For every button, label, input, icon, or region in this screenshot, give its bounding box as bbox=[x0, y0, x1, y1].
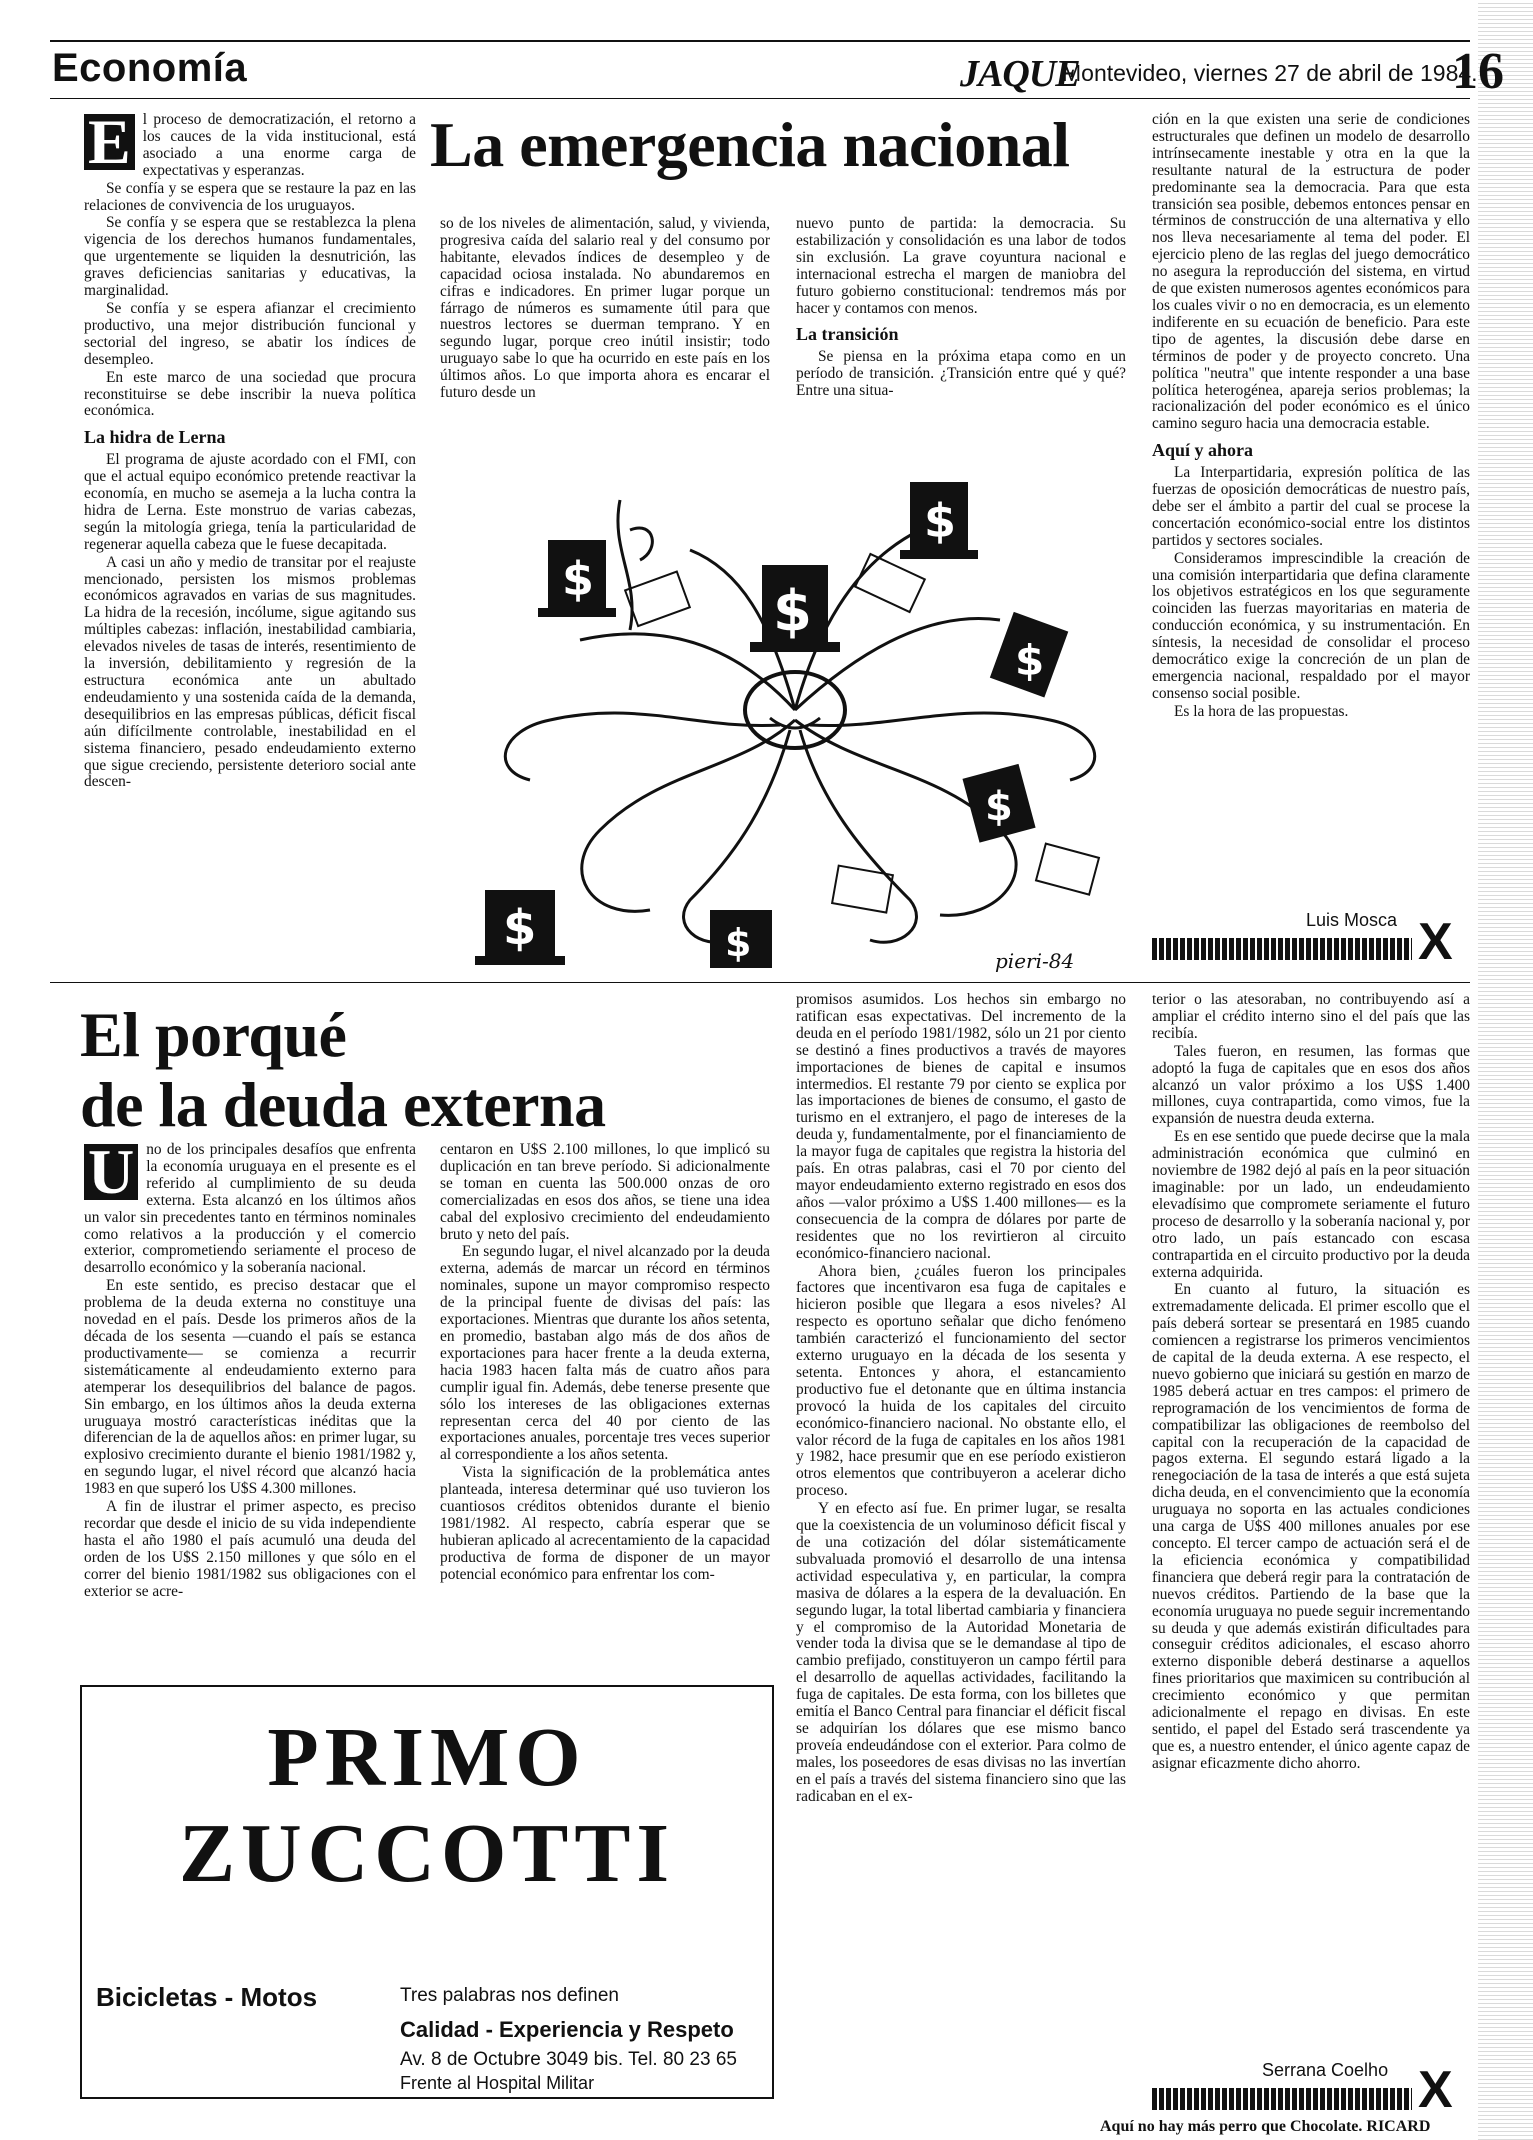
svg-text:$: $ bbox=[1015, 636, 1045, 685]
paragraph: Consideramos imprescindible la creación de una comisión interpartidaria que defina claramente los objetivos estratégicos en los que seguramente coinciden las fuerzas mayoritarias en materia de conducción económica, y su instrumentación. En síntesis, la necesidad de consolidar el proceso democrático exige la concreción de un plan de emergencia nacional, respaldado por el mayor consenso social posible. bbox=[1152, 549, 1470, 702]
ad-title-primo: PRIMO bbox=[267, 1711, 587, 1804]
svg-text:$: $ bbox=[503, 900, 537, 956]
section-title: Economía bbox=[52, 46, 248, 90]
svg-text:$: $ bbox=[562, 552, 595, 606]
paragraph: Y en efecto así fue. En primer lugar, se resalta que la coexistencia de un voluminoso déficit fiscal y de una cotización del dólar sistemáticamente subvaluada promovió el desarrollo de una intensa actividad especulativa y, en particular, la compra masiva de dólares a la espera de la devaluación. En segundo lugar, la total libertad cambiaria y financiera y el compromiso de la Autoridad Monetaria de vender toda la divisa que se le demandase al tipo de cambio prefijado, constituyeron un campo fértil para el desarrollo de aquellas actividades, facilitando la fuga de capitales. De esta forma, con los billetes que emitía el Banco Central para financiar el déficit fiscal se adquirían los dólares que ese mismo banco proveía endeudándose con el exterior. Para colmo de males, los poseedores de esas divisas no las invertían en el país a través del sistema financiero sino que las radicaban en el ex- bbox=[796, 1500, 1126, 1805]
article2-column-4 bbox=[1152, 992, 1470, 1774]
article1-column-1 bbox=[84, 106, 416, 792]
dateline: Montevideo, viernes 27 de abril de 1984. bbox=[1062, 60, 1478, 86]
article1-subhead-aqui: Aquí y ahora bbox=[1152, 440, 1254, 461]
paragraph: En cuanto al futuro, la situación es extremadamente delicada. El primer escollo que el país deberá sortear se presentará en 1985 cuando comiencen a registrarse los primeros vencimientos de capital de la deuda externa. A ese respecto, el nuevo gobierno que iniciará su gestión en marzo de 1985 deberá actuar en tres campos: el primero de reprogramación de los vencimientos de forma de compatibilizar las obligaciones de reembolso del capital con la recuperación de la capacidad de pagos externa. El segundo estará ligado a la renegociación de la tasa de interés a que está sujeta dicha deuda, en el convencimiento que la economía uruguaya no soporta en las actuales condiciones una carga de U$S 400 millones anuales por ese concepto. El tercer campo de actuación será el de la eficiencia económica y compatibilidad financiera que deberá regir para la contratación de nuevos créditos. Partiendo de la base que la economía uruguaya no puede seguir incrementando su deuda y que además existirán dificultades para conseguir créditos adicionales, el escaso ahorro externo disponible deberá destinarse a aquellos fines prioritarios que maximicen su contribución al crecimiento económico y que permitan adicionalmente el repago en divisas. En este sentido, el papel del Estado será trascendente ya que es, a nuestro entender, el único agente capaz de asignar eficazmente dicho ahorro. bbox=[1152, 1281, 1470, 1772]
article1-column-4 bbox=[1152, 112, 1470, 722]
paragraph: nuevo punto de partida: la democracia. Su estabilización y consolidación es una labor de todos sin exclusión. La grave coyuntura nacional e internacional estrecha el margen de maniobra del futuro gobierno constitucional: tendremos más por hacer y contamos con menos. bbox=[796, 215, 1126, 317]
article2-column-2 bbox=[440, 1142, 770, 1585]
article2-column-1 bbox=[84, 1136, 416, 1601]
paragraph: ción en la que existen una serie de condiciones estructurales que definen un modelo de desarrollo intrínsecamente inestable y otra en la que la resultante natural de la estructura de poder predominante sea la democracia. Para que esta transición sea posible, debemos entonces pensar en términos de construcción de una alternativa y ello nos lleva necesariamente al tema del poder. El ejercicio pleno de las reglas del juego democrático no asegura la reproducción del sistema, en virtud de que existen numerosos agentes económicos para los cuales vivir o no en democracia, es un elemento indiferente en su ecuación de beneficio. Para este tipo de agentes, la discusión debe darse en términos de poder y de proyecto concreto. Una política "neutra" que intente responder a una base política heterogénea, apareja serios problemas; la racionalización del poder económico es el único camino seguro hacia una democracia estable. bbox=[1152, 111, 1470, 433]
svg-text:$: $ bbox=[924, 494, 957, 548]
paragraph: En este marco de una sociedad que procura reconstituirse se debe inscribir la nueva política económica. bbox=[84, 368, 416, 420]
paragraph: centaron en U$S 2.100 millones, lo que implicó su duplicación en tan breve período. Si adicionalmente se toman en cuenta las 500.000 onzas de oro comercializadas en esos dos años, se tiene una idea cabal del explosivo crecimiento del endeudamiento bruto y neto del país. bbox=[440, 1141, 770, 1243]
paragraph: Se confía y se espera afianzar el crecimiento productivo, una mejor distribución funcional y sectorial del ingreso, se abatir los índices de desempleo. bbox=[84, 299, 416, 368]
ad-location: Frente al Hospital Militar bbox=[400, 2073, 595, 2093]
paragraph: so de los niveles de alimentación, salud, y vivienda, progresiva caída del salario real y del consumo por habitante, elevados índices de desempleo y de capacidad ociosa instalada. No abundaremos en cifras e indicadores. En primer lugar porque un fárrago de números es sumamente útil para que nuestros lectores se duerman temprano. Y en segundo lugar, porque creo inútil insistir; todo uruguayo sabe lo que ha ocurrido en este país en los últimos años. Lo que importa ahora es encarar el futuro desde un bbox=[440, 215, 770, 402]
advertisement-box bbox=[80, 1685, 774, 2099]
page-number: 16 bbox=[1452, 43, 1504, 100]
paragraph: promisos asumidos. Los hechos sin embargo no ratifican esas expectativas. Del incremento de la deuda en el período 1981/1982, sólo un 21 por ciento se destinó a fines productivos a través de mayores importaciones de bienes de capital e insumos intermedios. El restante 79 por ciento se explica por las importaciones de bienes de consumo, el gasto de turismo en el extranjero, el pago de intereses de la deuda y, fundamentalmente, por el financiamiento de la mayor fuga de capitales que registra la historia del país. En otras palabras, casi el 70 por ciento del mayor endeudamiento externo registrado en esos dos años —valor próximo a U$S 1.400 millones— es la consecuencia de la compra de dólares por parte de residentes que no los revirtieron al circuito económico-financiero nacional. bbox=[796, 991, 1126, 1262]
article2-headline-line1: El porqué bbox=[80, 999, 347, 1070]
paragraph: A casi un año y medio de transitar por el reajuste mencionado, persisten los mismos problemas económicos agravados en varias de sus magnitudes. La hidra de la recesión, incólume, sigue agitando sus múltiples cabezas: inflación, inestabilidad cambiaria, elevados niveles de tasas de interés, resentimiento de la inversión, debilitamiento y regresión de la estructura económica ante un abultado endeudamiento y una sostenida caída de la demanda, desequilibrios en las empresas públicas, déficit fiscal aún difícilmente controlable, inestabilidad en el sistema financiero, pesado endeudamiento externo que sigue creciendo, persistente deterioro social ante descen- bbox=[84, 553, 416, 791]
paragraph: Se confía y se espera que se restablezca la plena vigencia de los derechos humanos fundamentales, que urgentemente se liquiden la desnutrición, las graves deficiencias sanitarias y educativas, la marginalidad. bbox=[84, 214, 416, 300]
svg-text:$: $ bbox=[773, 579, 812, 644]
ad-slogan: Calidad - Experiencia y Respeto bbox=[400, 2017, 734, 2042]
article2-headline-line2: de la deuda externa bbox=[80, 1069, 606, 1140]
paragraph: Es la hora de las propuestas. bbox=[1174, 702, 1349, 720]
x-mark-icon: X bbox=[1418, 913, 1453, 971]
paragraph: En este sentido, es preciso destacar que el problema de la deuda externa no constituye una novedad en el país. Desde los primeros años de la década de los sesenta —cuando el país se estanca productivamente— se comienza a recurrir sistemáticamente al endeudamiento externo para atemperar los desequilibrios del balance de pagos. Sin embargo, en los últimos años la deuda externa uruguaya mostró características inéditas que la diferencian de la de aquellos años: en primer lugar, su explosivo crecimiento durante el bienio 1981/1982 y, en segundo lugar, el nivel récord que alcanzó hacia 1983 en que superó los U$S 4.300 millones. bbox=[84, 1277, 416, 1498]
signature-scribble bbox=[1152, 938, 1412, 960]
paragraph: A fin de ilustrar el primer aspecto, es preciso recordar que desde el inicio de su vida independiente hasta el año 1980 el país acumuló una deuda del orden de los U$S 2.150 millones y que sólo en el correr del bienio 1981/1982 sus obligaciones con el exterior se acre- bbox=[84, 1498, 416, 1600]
hydra-cartoon-illustration bbox=[440, 470, 1150, 975]
article2-author: Serrana Coelho bbox=[1262, 2060, 1389, 2080]
paragraph: l proceso de democratización, el retorno a los cauces de la vida institucional, está asociado a una enorme carga de expectativas y esperanzas. bbox=[142, 111, 416, 179]
svg-text:$: $ bbox=[985, 784, 1013, 830]
article2-dropcap: U bbox=[84, 1144, 138, 1200]
ad-address: Av. 8 de Octubre 3049 bis. Tel. 80 23 65 bbox=[400, 2049, 737, 2070]
paragraph: El programa de ajuste acordado con el FMI, con que el actual equipo económico pretende reactivar la economía, en mucho se asemeja a la lucha contra la hidra de Lerna. Este monstruo de varias cabezas, según la mitología griega, tenía la particularidad de regenerar aquella cabeza que le fuese decapitada. bbox=[84, 451, 416, 553]
signature-scribble-2 bbox=[1152, 2088, 1412, 2110]
paragraph: terior o las atesoraban, no contribuyendo así a ampliar el crédito interno sino el del país que las recibía. bbox=[1152, 991, 1470, 1042]
article1-subhead-transicion: La transición bbox=[796, 324, 899, 345]
article2-headline bbox=[80, 1000, 606, 1140]
paragraph: Se piensa en la próxima etapa como en un período de transición. ¿Transición entre qué y qué? Entre una situa- bbox=[796, 348, 1126, 400]
ad-title-zuccotti: ZUCCOTTI bbox=[178, 1807, 676, 1900]
page-footer: Aquí no hay más perro que Chocolate. RICARD bbox=[1100, 2118, 1431, 2135]
article1-column-3 bbox=[796, 216, 1126, 401]
masthead-logo: JAQUE bbox=[960, 53, 1080, 95]
ad-tagline: Tres palabras nos definen bbox=[400, 1985, 619, 2006]
x-mark-icon-2: X bbox=[1418, 2061, 1453, 2119]
paragraph: Ahora bien, ¿cuáles fueron los principales factores que incentivaron esa fuga de capitales e hicieron posible que llegara a esos niveles? Al respecto es oportuno señalar que dicho fenómeno también caracterizó el funcionamiento del sector externo uruguayo en la década de los sesenta y setenta. Entonces y ahora, el estancamiento productivo fue el detonante que en última instancia provocó la huida de los capitales del circuito económico-financiero nacional. No obstante ello, el valor récord de la fuga de capitales en los años 1981 y 1982, hace presumir que en ese período existieron otros elementos que contribuyeron a acelerar dicho proceso. bbox=[796, 1262, 1126, 1500]
cartoon-signature: pieri-84 bbox=[995, 949, 1075, 973]
paragraph: no de los principales desafíos que enfrenta la economía uruguaya en el presente es el referido al cumplimiento de su deuda externa. Esta alcanzó en los últimos años un valor sin precedentes tanto en términos nominales como relativos a la producción y el comercio exterior, comprometiendo seriamente el proceso de desarrollo económico y la soberanía nacional. bbox=[84, 1141, 416, 1277]
ad-category: Bicicletas - Motos bbox=[96, 1982, 318, 2012]
paragraph: En segundo lugar, el nivel alcanzado por la deuda externa, además de marcar un récord en términos nominales, supone un mayor compromiso respecto de la principal fuente de divisas del país: las exportaciones. Mientras que durante los años setenta, en promedio, bastaban algo más de dos años de exportaciones para hacer frente a la deuda externa, hacia 1983 hacen falta más de cuatro años para cumplir igual fin. Además, debe tenerse presente que sólo los intereses de las obligaciones externas representan cerca del 40 por ciento de las exportaciones anuales, porcentaje tres veces superior al correspondiente a los años setenta. bbox=[440, 1243, 770, 1464]
header-rule bbox=[50, 98, 1470, 99]
middle-rule bbox=[50, 982, 1470, 983]
article1-headline: La emergencia nacional bbox=[430, 109, 1070, 180]
article1-subhead-hidra: La hidra de Lerna bbox=[84, 427, 226, 448]
article2-column-3 bbox=[796, 992, 1126, 1807]
article1-column-2 bbox=[440, 216, 770, 403]
paragraph: Vista la significación de la problemática antes planteada, interesa determinar qué uso tuvieron los cuantiosos créditos obtenidos durante el bienio 1981/1982. Al respecto, cabría esperar que se hubieran aplicado al acrecentamiento de la capacidad productiva de forma de disponer de un mayor potencial económico para enfrentar los com- bbox=[440, 1464, 770, 1583]
paragraph: Es en ese sentido que puede decirse que la mala administración económica que culminó en noviembre de 1982 dejó al país en la peor situación imaginable: por un lado, un endeudamiento elevadísimo que compromete seriamente el futuro proceso de desarrollo y la soberanía nacional y, por otro lado, un país estancado con escasa contrapartida en el circuito productivo por la deuda externa adquirida. bbox=[1152, 1128, 1470, 1281]
paragraph: Tales fueron, en resumen, las formas que adoptó la fuga de capitales que en esos dos años alcanzó un valor próximo a los U$S 1.400 millones, cuya contrapartida, como vimos, fue la expansión de nuestra deuda externa. bbox=[1152, 1042, 1470, 1128]
scan-edge-noise bbox=[1478, 0, 1533, 2140]
svg-text:$: $ bbox=[725, 921, 752, 965]
paragraph: Se confía y se espera que se restaure la paz en las relaciones de convivencia de los uruguayos. bbox=[84, 179, 416, 214]
paragraph: La Interpartidaria, expresión política de las fuerzas de oposición democráticas de nuestro país, debe ser el ámbito a partir del cual se procese la concertación económico-social entre los distintos partidos y sectores sociales. bbox=[1152, 464, 1470, 549]
article1-dropcap: E bbox=[84, 114, 135, 170]
article1-author: Luis Mosca bbox=[1306, 910, 1398, 930]
top-rule bbox=[50, 40, 1470, 42]
